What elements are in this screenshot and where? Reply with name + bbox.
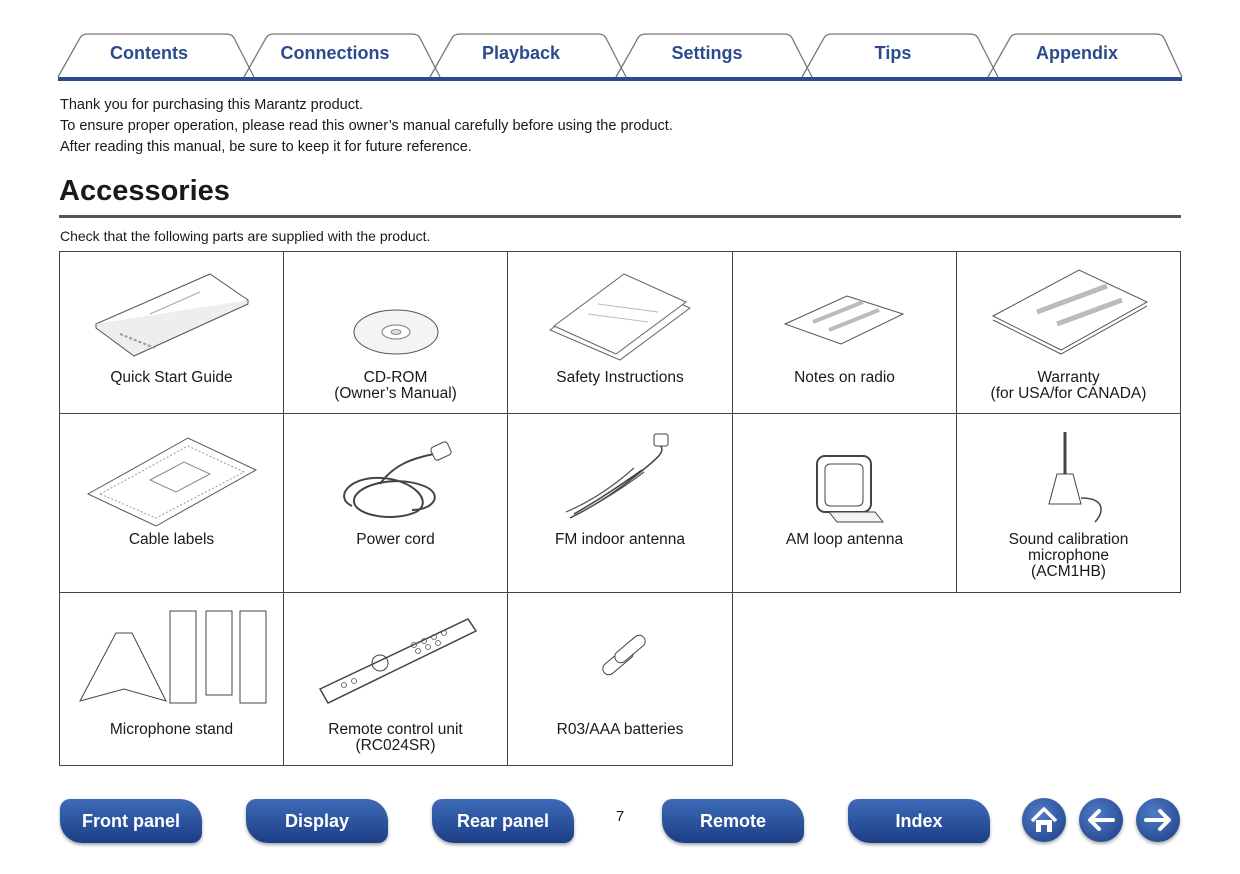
- forward-arrow-icon: [1136, 798, 1180, 842]
- accessory-cell: [956, 413, 1181, 593]
- intro-line: To ensure proper operation, please read this owner’s manual carefully before using the product.: [60, 118, 673, 134]
- accessory-label: CD-ROM (Owner’s Manual): [334, 369, 457, 402]
- accessory-cell: [59, 592, 284, 766]
- warranty-icon: [957, 252, 1181, 372]
- intro-line: After reading this manual, be sure to keep it for future reference.: [60, 139, 472, 155]
- tab-tips[interactable]: Tips: [874, 43, 912, 63]
- display-button[interactable]: Display: [246, 799, 388, 843]
- tab-outline: [0, 0, 1240, 82]
- front-panel-button[interactable]: Front panel: [60, 799, 202, 843]
- accessory-label: Microphone stand: [109, 721, 234, 738]
- accessory-label: Cable labels: [128, 531, 215, 548]
- power-cord-icon: [284, 414, 508, 534]
- home-button[interactable]: [1022, 798, 1066, 842]
- top-tab-bar: [0, 0, 1240, 82]
- label-sheet-icon: [60, 414, 284, 534]
- intro-text: [60, 95, 673, 158]
- am-loop-antenna-icon: [733, 414, 957, 534]
- index-button[interactable]: Index: [848, 799, 990, 843]
- tab-contents[interactable]: Contents: [110, 43, 188, 63]
- intro-line: Thank you for purchasing this Marantz product.: [60, 97, 364, 113]
- accessory-label: R03/AAA batteries: [556, 721, 684, 738]
- tab-settings[interactable]: Settings: [671, 43, 743, 63]
- accessory-label: FM indoor antenna: [554, 531, 686, 548]
- accessory-cell: [283, 592, 508, 766]
- document-icon: [508, 252, 732, 372]
- back-button[interactable]: [1079, 798, 1123, 842]
- accessory-label: Quick Start Guide: [110, 369, 233, 386]
- remote-button[interactable]: Remote: [662, 799, 804, 843]
- check-text: Check that the following parts are supplied with the product.: [60, 228, 431, 244]
- accessory-label: Warranty (for USA/for CANADA): [990, 369, 1147, 402]
- accessory-cell: [507, 413, 733, 593]
- microphone-icon: [957, 414, 1181, 534]
- accessory-label: Sound calibration microphone (ACM1HB): [1008, 531, 1129, 580]
- accessory-cell: [283, 413, 508, 593]
- accessory-cell: [59, 251, 284, 414]
- accessory-cell: [732, 413, 957, 593]
- home-icon: [1022, 798, 1066, 842]
- accessory-label: Power cord: [356, 531, 435, 548]
- tab-appendix[interactable]: Appendix: [1035, 43, 1118, 63]
- leaflet-icon: [733, 252, 957, 372]
- accessory-label: Remote control unit (RC024SR): [328, 721, 463, 754]
- page-number: 7: [615, 808, 625, 825]
- forward-button[interactable]: [1136, 798, 1180, 842]
- title-divider: [59, 215, 1181, 218]
- microphone-stand-icon: [60, 593, 284, 713]
- section-title: Accessories: [59, 175, 230, 207]
- accessory-cell: [956, 251, 1181, 414]
- tab-connections[interactable]: Connections: [280, 43, 390, 63]
- accessory-cell: [507, 251, 733, 414]
- accessory-cell: [507, 592, 733, 766]
- accessory-cell: [732, 251, 957, 414]
- accessory-label: Notes on radio: [794, 369, 895, 386]
- accessory-label: Safety Instructions: [556, 369, 684, 386]
- accessory-cell: [59, 413, 284, 593]
- remote-control-icon: [284, 593, 508, 713]
- cd-icon: [284, 252, 508, 372]
- booklet-icon: [60, 252, 284, 372]
- batteries-icon: [508, 593, 732, 713]
- fm-antenna-icon: [508, 414, 732, 534]
- accessory-cell: [283, 251, 508, 414]
- back-arrow-icon: [1079, 798, 1123, 842]
- accessory-label: AM loop antenna: [785, 531, 904, 548]
- rear-panel-button[interactable]: Rear panel: [432, 799, 574, 843]
- tab-playback[interactable]: Playback: [481, 43, 561, 63]
